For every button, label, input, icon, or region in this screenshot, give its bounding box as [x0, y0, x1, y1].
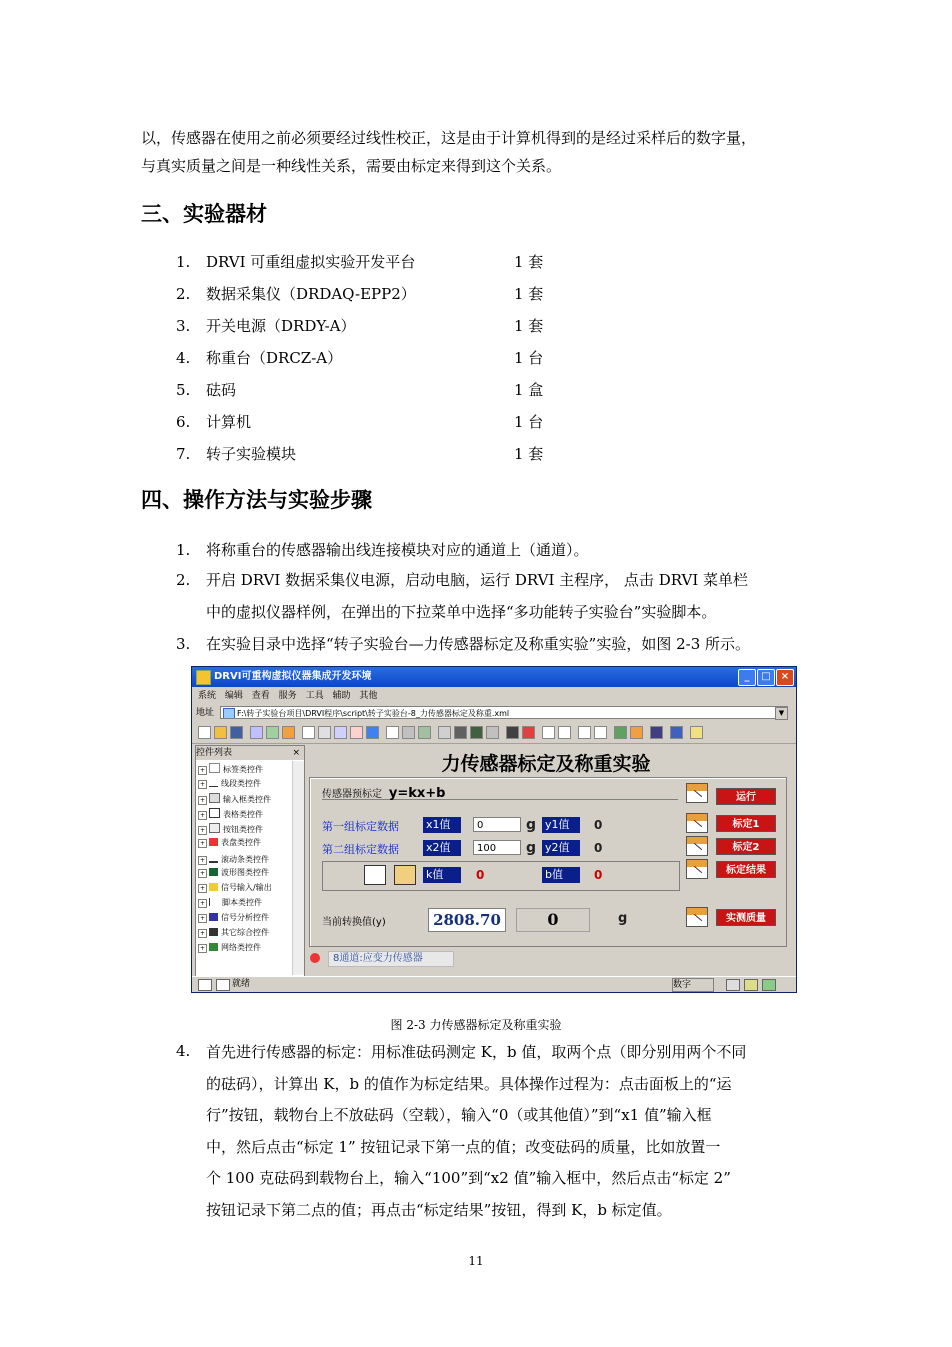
x1-input[interactable]: 0 [473, 817, 521, 832]
thermometer-icon [209, 838, 218, 846]
measure-mass-button[interactable]: 实测质量 [716, 909, 776, 926]
tree-item[interactable]: + 表盘类控件 [199, 838, 261, 847]
step4-line: 行”按钮，载物台上不放砝码（空载），输入“0（或其他值）”到“x1 值”输入框 [206, 1106, 712, 1124]
cut-icon[interactable] [318, 726, 331, 739]
cal1-icon[interactable] [686, 813, 708, 833]
preset-row [322, 785, 678, 800]
tree-item[interactable]: + 输入框类控件 [199, 795, 271, 804]
formula: y=kx+b [388, 786, 446, 801]
b-label: b值 [542, 867, 580, 883]
section3-heading: 三、实验器材 [141, 202, 267, 226]
slider-icon [209, 853, 218, 863]
misc-icon [209, 928, 218, 936]
b-value: 0 [594, 868, 603, 882]
close-icon[interactable]: × [776, 669, 794, 686]
address-bar [192, 705, 796, 722]
menu-edit[interactable]: 编辑 [224, 691, 243, 701]
tool-icon[interactable] [250, 726, 263, 739]
mass-value: 0 [516, 908, 590, 932]
step4-line: 中，然后点击“标定 1” 按钮记录下第一点的值；改变砝码的质量，比如放置一 [206, 1137, 721, 1156]
tool-icon[interactable] [578, 726, 591, 739]
channel-indicator: 8通道:应变力传感器 [328, 951, 454, 967]
window-icon[interactable] [726, 979, 740, 991]
status-icon [198, 979, 212, 991]
waveform-icon [209, 868, 218, 876]
section4-heading: 四、操作方法与实验步骤 [141, 488, 372, 512]
cal2-icon[interactable] [686, 836, 708, 856]
address-value: F:\转子实验台项目\DRVI程序\script\转子实验台-8_力传感器标定及称重.xml [237, 709, 510, 718]
page-number: 11 [468, 1254, 484, 1268]
tool-icon[interactable] [630, 726, 643, 739]
result-icon[interactable] [686, 859, 708, 879]
menu-other[interactable]: 其他 [359, 691, 378, 701]
tree-item[interactable]: + 信号输入/输出 [199, 883, 272, 892]
table-icon [209, 808, 220, 818]
help-icon[interactable] [690, 726, 703, 739]
tree-item[interactable]: + 按钮类控件 [199, 825, 263, 834]
step4-line: 的砝码），计算出 K，b 的值作为标定结果。具体操作过程为：点击面板上的“运 [206, 1074, 732, 1093]
figure-caption: 图 2-3 力传感器标定及称重实验 [390, 1018, 562, 1032]
window-title: DRVI可重构虚拟仪器集成开发环境 [214, 671, 372, 682]
tool-icon[interactable] [366, 726, 379, 739]
calibrate1-button[interactable]: 标定1 [716, 815, 776, 832]
y1-value: 0 [594, 818, 603, 832]
analysis-icon [209, 913, 218, 921]
menu-bar [192, 688, 796, 704]
y2-label: y2值 [542, 840, 580, 856]
print-icon[interactable] [486, 726, 499, 739]
tool-icon[interactable] [454, 726, 467, 739]
tool-icon[interactable] [542, 726, 555, 739]
step4-number: 4. [176, 1042, 191, 1060]
chevron-down-icon[interactable]: ▼ [775, 707, 788, 720]
tree-item[interactable]: + 线段类控件 [199, 779, 261, 788]
script-icon [209, 898, 219, 906]
tool-icon[interactable] [470, 726, 483, 739]
run-button[interactable]: 运行 [716, 788, 776, 805]
tree-item[interactable]: + 滚动条类控件 [199, 855, 269, 864]
measure-icon[interactable] [686, 907, 708, 927]
tool-icon[interactable] [506, 726, 519, 739]
menu-assist[interactable]: 辅助 [332, 691, 351, 701]
mass-unit: g [618, 911, 628, 926]
open-folder-icon[interactable] [214, 726, 227, 739]
tree-item[interactable]: + 表格类控件 [199, 810, 263, 819]
panel-title: 控件列表 [196, 748, 233, 758]
tree-item[interactable]: + 信号分析控件 [199, 913, 269, 922]
tool-icon[interactable] [650, 726, 663, 739]
close-icon[interactable]: × [292, 748, 300, 758]
maximize-icon[interactable]: □ [757, 669, 775, 686]
minimize-icon[interactable]: _ [738, 669, 756, 686]
intro-paragraph [141, 124, 821, 180]
x2-input[interactable]: 100 [473, 840, 521, 855]
home-icon[interactable] [762, 979, 776, 991]
calibrate2-button[interactable]: 标定2 [716, 838, 776, 855]
experiment-title: 力传感器标定及称重实验 [441, 753, 651, 775]
tool-icon[interactable] [670, 726, 683, 739]
current-label: 当前转换值(y) [322, 917, 386, 928]
k-label: k值 [423, 867, 461, 883]
sensor-icon [310, 953, 320, 963]
calibration-result-button[interactable]: 标定结果 [716, 861, 776, 878]
tool-icon[interactable] [334, 726, 347, 739]
address-input[interactable] [220, 706, 788, 719]
title-bar [192, 667, 796, 687]
step4-line: 首先进行传感器的标定：用标准砝码测定 K，b 值，取两个点（即分别用两个不同 [206, 1043, 747, 1061]
toolbar [192, 723, 796, 744]
status-num: 数字 [672, 978, 714, 992]
tree-item[interactable]: + 标签类控件 [199, 765, 263, 774]
control-list-panel [195, 745, 305, 977]
run-icon[interactable] [686, 783, 708, 803]
scrollbar[interactable] [292, 761, 304, 975]
play-icon[interactable] [364, 865, 386, 885]
current-value: 2808.70 [428, 908, 506, 932]
copy-icon[interactable] [402, 726, 415, 739]
tree-item[interactable]: + 波形图类控件 [199, 868, 269, 877]
k-value: 0 [476, 868, 485, 882]
tool-icon[interactable] [522, 726, 535, 739]
wave-file-icon[interactable] [394, 865, 416, 885]
tool-icon[interactable] [438, 726, 451, 739]
button-icon [209, 823, 220, 833]
tool-icon[interactable] [266, 726, 279, 739]
signal-icon [209, 883, 218, 891]
y1-label: y1值 [542, 817, 580, 833]
preset-label: 传感器预标定 [322, 789, 382, 800]
group1-label: 第一组标定数据 [322, 820, 399, 833]
glasses-icon[interactable] [558, 726, 571, 739]
network-icon [209, 943, 218, 951]
save-icon[interactable] [230, 726, 243, 739]
x2-unit: g [526, 840, 537, 856]
menu-view[interactable]: 查看 [251, 691, 270, 701]
intro-line: 以，传感器在使用之前必须要经过线性校正，这是由于计算机得到的是经过采样后的数字量， [141, 129, 757, 147]
app-window-screenshot [191, 666, 797, 993]
new-file-icon[interactable] [198, 726, 211, 739]
step4-text [206, 1037, 816, 1226]
tool-icon[interactable] [614, 726, 627, 739]
tool-icon[interactable] [386, 726, 399, 739]
file-icon [223, 708, 235, 719]
x1-label: x1值 [423, 817, 461, 833]
menu-tools[interactable]: 工具 [305, 691, 324, 701]
tree-item[interactable]: + 脚本类控件 [199, 898, 262, 907]
x2-label: x2值 [423, 840, 461, 856]
address-label: 地址 [196, 708, 215, 718]
app-icon [196, 670, 211, 685]
label-icon [209, 763, 220, 773]
input-icon [209, 793, 220, 803]
glasses-icon[interactable] [594, 726, 607, 739]
status-bar [192, 976, 796, 992]
intro-line: 与真实质量之间是一种线性关系，需要由标定来得到这个关系。 [141, 157, 562, 175]
status-ready: 就绪 [232, 979, 251, 989]
step4-line: 按钮记录下第二点的值；再点击“标定结果”按钮，得到 K，b 标定值。 [206, 1200, 672, 1219]
tool-icon[interactable] [418, 726, 431, 739]
x1-unit: g [526, 817, 537, 833]
tree-item[interactable]: + 网络类控件 [199, 943, 261, 952]
experiment-panel [306, 745, 794, 975]
y2-value: 0 [594, 841, 603, 855]
tool-icon[interactable] [350, 726, 363, 739]
panel-header [196, 746, 304, 760]
line-icon [209, 778, 218, 787]
tree-item[interactable]: + 其它综合控件 [199, 928, 269, 937]
menu-system[interactable]: 系统 [198, 691, 217, 701]
move-icon[interactable] [302, 726, 315, 739]
tool-icon[interactable] [744, 979, 758, 991]
menu-service[interactable]: 服务 [278, 691, 297, 701]
group2-label: 第二组标定数据 [322, 843, 399, 856]
status-icon [216, 979, 230, 991]
step4-line: 个 100 克砝码到载物台上，输入“100”到“x2 值”输入框中，然后点击“标定 2” [206, 1169, 731, 1187]
tool-icon[interactable] [282, 726, 295, 739]
